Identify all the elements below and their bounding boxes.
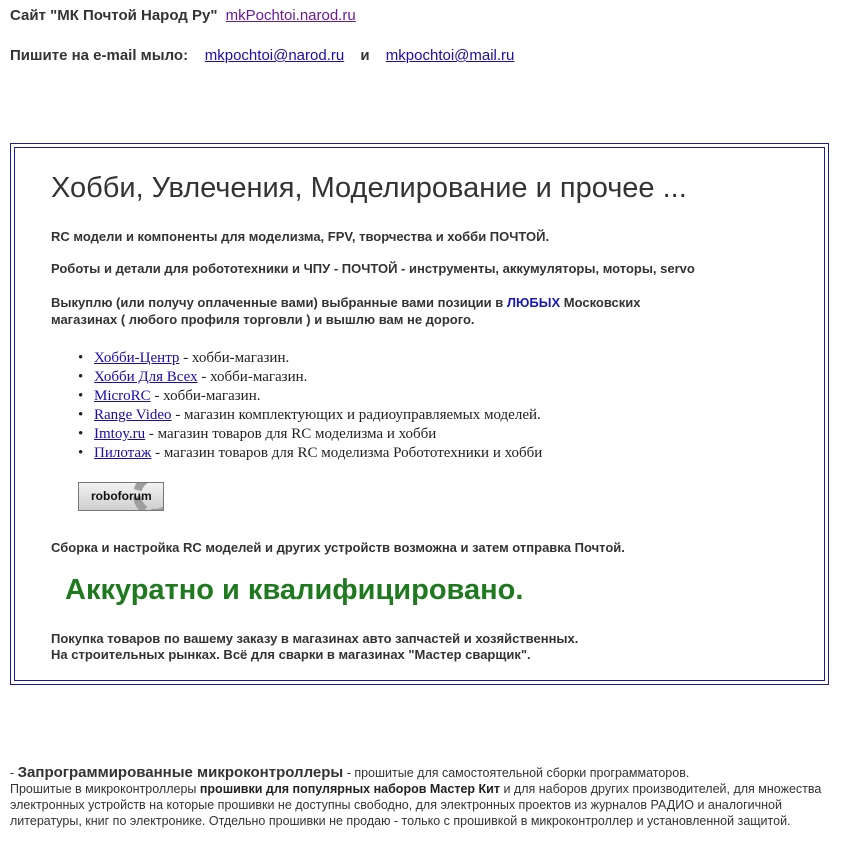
shop-desc: - магазин товаров для RC моделизма и хобби (145, 426, 437, 442)
mc-desc2: Прошитые в микроконтроллеры (10, 782, 200, 796)
email-link-narod[interactable]: mkpochtoi@narod.ru (204, 47, 345, 64)
assembly-text: Сборка и настройка RC моделей и других устройств возможна и затем отправка Почтой. (51, 540, 625, 555)
email-link-mail[interactable]: mkpochtoi@mail.ru (385, 47, 515, 64)
mc-desc3: и для наборов других производителей, для множества электронных устройств на которые прошивки не доступны свободно, для электронных проектов из журналов РАДИО и аналогичной литературы, книг по электронике. Отдельно прошивки не продаю - только с прошивкой в микроконтроллер и установленной защитой. (10, 782, 822, 828)
mc-desc1: - прошитые для самостоятельной сборки программаторов. (343, 766, 690, 780)
shop-desc: - хобби-магазин. (150, 388, 261, 404)
email-label: Пишите на e-mail мыло: (10, 47, 189, 64)
mc-title: Запрограммированные микроконтроллеры (17, 764, 344, 781)
shop-link[interactable]: Хобби-Центр (94, 350, 180, 366)
shop-desc: - хобби-магазин. (197, 369, 308, 385)
shop-desc: - магазин товаров для RC моделизма Робототехники и хобби (151, 445, 543, 461)
shop-link[interactable]: MicroRC (94, 388, 151, 404)
shop-link[interactable]: Range Video (94, 407, 172, 423)
list-item (78, 425, 542, 444)
mc-dash: - (10, 766, 18, 780)
site-title-line (10, 7, 356, 24)
shop-link[interactable]: Пилотаж (94, 445, 152, 461)
purchase-text: Покупка товаров по вашему заказу в магазинах авто запчастей и хозяйственных. (51, 631, 579, 646)
purchase-text-line2: На строительных рынках. Всё для сварки в магазинах "Мастер сварщик". (51, 647, 531, 662)
roboforum-banner[interactable] (78, 482, 164, 511)
accent-heading: Аккуратно и квалифицировано. (65, 574, 524, 606)
site-label: Сайт "МК Почтой Народ Ру" (10, 7, 218, 24)
buyout-text-part2: Московских (560, 295, 641, 310)
list-item (78, 406, 542, 425)
mc-desc2-bold: прошивки для популярных наборов Мастер Кит (199, 782, 500, 796)
hobby-heading: Хобби, Увлечения, Моделирование и прочее ... (51, 172, 687, 204)
rc-models-text: RC модели и компоненты для моделизма, FPV, творчества и хобби ПОЧТОЙ. (51, 229, 550, 244)
list-item (78, 349, 542, 368)
buyout-text-part1: Выкуплю (или получу оплаченные вами) выбранные вами позиции в (51, 295, 507, 310)
list-item (78, 368, 542, 387)
roboforum-label: roboforum (91, 489, 152, 503)
shop-link[interactable]: Imtoy.ru (94, 426, 146, 442)
buyout-text-line2: магазинах ( любого профиля торговли ) и вышлю вам не дорого. (51, 312, 475, 327)
shop-link[interactable]: Хобби Для Всех (94, 369, 198, 385)
shops-list (78, 349, 542, 463)
microcontrollers-block (10, 765, 835, 829)
email-separator: и (360, 47, 370, 64)
shop-desc: - магазин комплектующих и радиоуправляемых моделей. (171, 407, 541, 423)
list-item (78, 387, 542, 406)
robots-text: Роботы и детали для робототехники и ЧПУ - ПОЧТОЙ - инструменты, аккумуляторы, моторы, servo (51, 261, 695, 276)
site-link[interactable]: mkPochtoi.narod.ru (225, 7, 356, 24)
buyout-any-word: ЛЮБЫХ (506, 295, 561, 310)
email-line (10, 47, 514, 64)
list-item (78, 444, 542, 463)
shop-desc: - хобби-магазин. (179, 350, 290, 366)
buyout-text (51, 295, 641, 310)
